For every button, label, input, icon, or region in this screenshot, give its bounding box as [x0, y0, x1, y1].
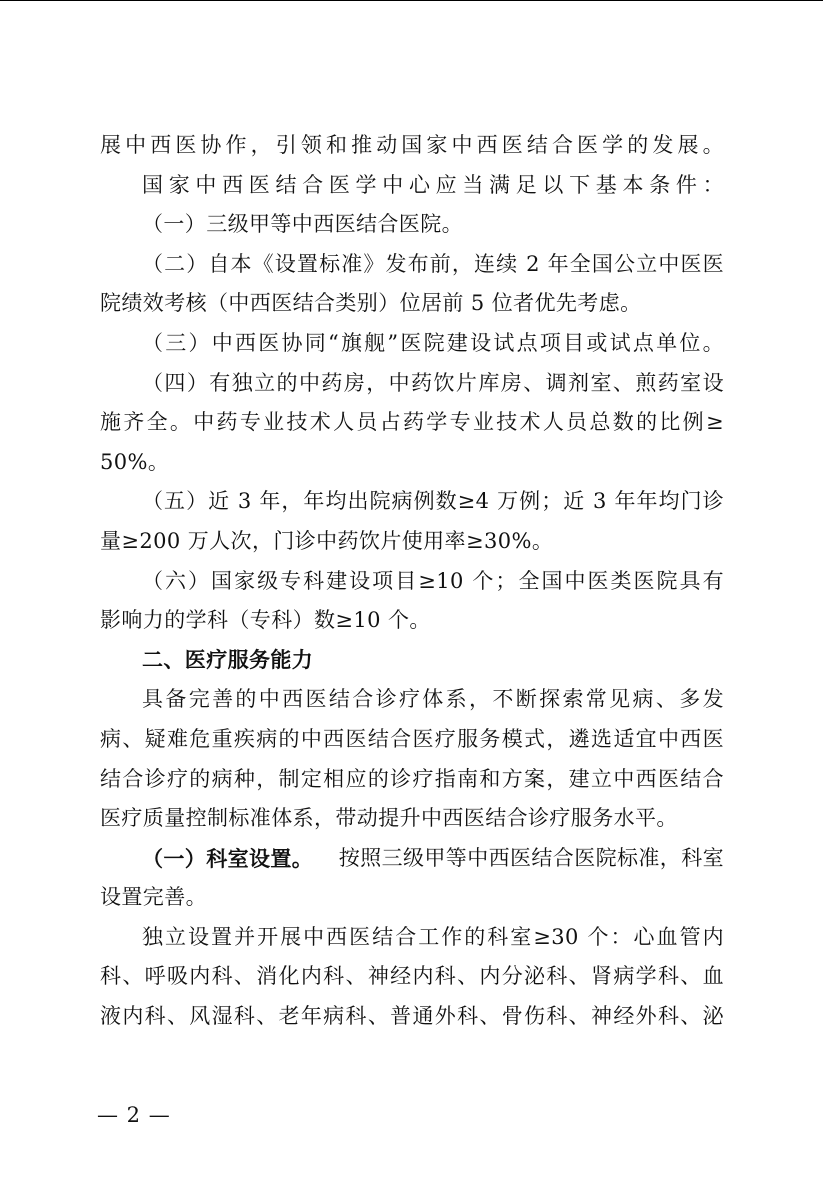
- list-item: （一）三级甲等中西医结合医院。: [142, 212, 463, 237]
- section-heading: 二、医疗服务能力: [142, 647, 314, 672]
- paragraph-line: 国家中西医结合医学中心应当满足以下基本条件：: [142, 172, 724, 197]
- paragraph-line: 设置完善。: [100, 885, 207, 910]
- paragraph-line: 具备完善的中西医结合诊疗体系，不断探索常见病、多发: [142, 687, 724, 712]
- list-item-continuation: 50%。: [100, 449, 170, 474]
- paragraph-line: 医疗质量控制标准体系，带动提升中西医结合诊疗服务水平。: [100, 806, 678, 831]
- list-item: （六）国家级专科建设项目≥10 个；全国中医类医院具有: [142, 568, 724, 593]
- paragraph-line: 展中西医协作，引领和推动国家中西医结合医学的发展。: [100, 133, 724, 157]
- list-item-continuation: 量≥200 万人次，门诊中药饮片使用率≥30%。: [100, 528, 554, 553]
- paragraph-line: 病、疑难危重疾病的中西医结合医疗服务模式，遴选适宜中西医: [100, 726, 724, 751]
- list-item: （二）自本《设置标准》发布前，连续 2 年全国公立中医医: [142, 251, 724, 276]
- paragraph-line: 液内科、风湿科、老年病科、普通外科、骨伤科、神经外科、泌: [100, 1004, 724, 1029]
- list-item: （三）中西医协同“旗舰”医院建设试点项目或试点单位。: [142, 330, 724, 355]
- subsection-title: （一）科室设置。: [142, 845, 314, 871]
- page-number: — 2 —: [97, 1103, 171, 1127]
- list-item: （五）近 3 年，年均出院病例数≥4 万例；近 3 年年均门诊: [142, 489, 724, 514]
- list-item-continuation: 影响力的学科（专科）数≥10 个。: [100, 608, 431, 633]
- list-item-continuation: 院绩效考核（中西医结合类别）位居前 5 位者优先考虑。: [100, 291, 642, 316]
- list-item-continuation: 施齐全。中药专业技术人员占药学专业技术人员总数的比例≥: [100, 410, 724, 435]
- paragraph-line: 科、呼吸内科、消化内科、神经内科、内分泌科、肾病学科、血: [100, 964, 724, 989]
- list-item: （四）有独立的中药房，中药饮片库房、调剂室、煎药室设: [142, 370, 724, 395]
- paragraph-line: 独立设置并开展中西医结合工作的科室≥30 个：心血管内: [142, 924, 724, 949]
- paragraph-line: 结合诊疗的病种，制定相应的诊疗指南和方案，建立中西医结合: [100, 766, 724, 791]
- subsection-line: [100, 839, 724, 879]
- document-page: [100, 126, 724, 1037]
- page-top-border: [0, 0, 823, 1]
- subsection-text: 按照三级甲等中西医结合医院标准，科室: [338, 845, 724, 870]
